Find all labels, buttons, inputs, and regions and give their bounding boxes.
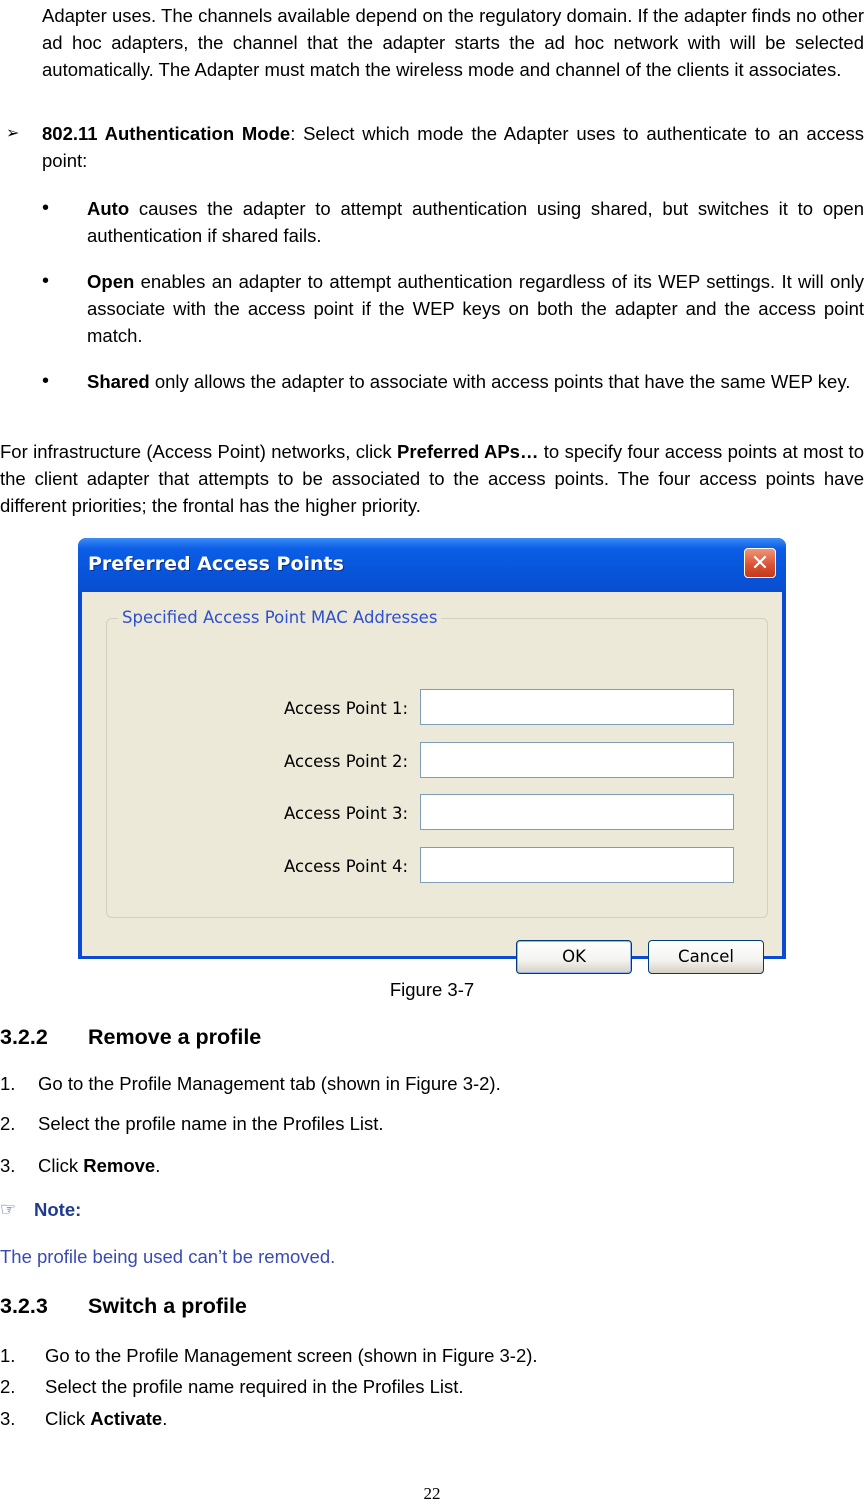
step-end: . (162, 1408, 168, 1429)
step-text: Go to the Profile Management tab (shown in Figure 3-2). (38, 1073, 501, 1094)
bullet-dot-icon: • (42, 370, 50, 392)
option-desc: only allows the adapter to associate with access points that have the same WEP key. (149, 371, 851, 392)
activate-term: Activate (90, 1408, 163, 1429)
step-end: . (155, 1155, 161, 1176)
access-point-4-input[interactable] (420, 847, 734, 883)
option-desc: causes the adapter to attempt authentication using shared, but switches it to open authentication if shared fails. (87, 198, 864, 246)
preferred-access-points-dialog (78, 538, 786, 966)
section-title: Switch a profile (88, 1294, 247, 1318)
option-term: Shared (87, 371, 150, 392)
section-title: Remove a profile (88, 1025, 262, 1049)
access-point-1-input[interactable] (420, 689, 734, 725)
remove-step-1 (0, 1070, 864, 1097)
step-text: Select the profile name required in the Profiles List. (45, 1376, 464, 1397)
step-number: 2. (0, 1113, 16, 1134)
auth-mode-item (6, 120, 864, 174)
bullet-dot-icon: • (42, 197, 50, 219)
switch-step-1 (0, 1342, 864, 1369)
auth-mode-desc: : Select which mode the Adapter uses to authenticate to an access point: (42, 123, 864, 171)
step-number: 1. (0, 1345, 16, 1366)
preferred-aps-term: Preferred APs… (397, 441, 539, 462)
note-label: Note: (34, 1199, 82, 1220)
step-text: Select the profile name in the Profiles List. (38, 1113, 384, 1134)
auth-mode-term: 802.11 Authentication Mode (42, 123, 291, 144)
section-number: 3.2.2 (0, 1025, 48, 1049)
note-text: The profile being used can’t be removed. (0, 1246, 336, 1267)
access-point-4-label: Access Point 4: (284, 857, 408, 876)
dialog-title: Preferred Access Points (88, 553, 344, 575)
ok-button[interactable]: OK (516, 940, 632, 974)
remove-step-3 (0, 1152, 864, 1179)
access-point-3-label: Access Point 3: (284, 804, 408, 823)
option-term: Auto (87, 198, 130, 219)
step-text: Click (38, 1155, 84, 1176)
step-number: 3. (0, 1155, 16, 1176)
group-label: Specified Access Point MAC Addresses (118, 607, 441, 629)
switch-step-3 (0, 1405, 864, 1432)
option-term: Open (87, 271, 135, 292)
step-text: Click (45, 1408, 91, 1429)
note-heading (0, 1196, 300, 1223)
intro-paragraph: Adapter uses. The channels available depend on the regulatory domain. If the adapter finds no other ad hoc adapters, the channel that the adapter starts the ad hoc network with will be selected automatically. The Adapter must match the wireless mode and channel of the clients it associates. (42, 5, 864, 80)
step-number: 1. (0, 1073, 16, 1094)
remove-term: Remove (83, 1155, 156, 1176)
infrastructure-paragraph (0, 438, 864, 519)
access-point-2-input[interactable] (420, 742, 734, 778)
figure-caption: Figure 3-7 (389, 979, 475, 1000)
arrow-bullet-icon: ➢ (6, 125, 20, 142)
pointing-hand-icon: ☞ (0, 1199, 17, 1219)
access-point-1-label: Access Point 1: (284, 699, 408, 718)
close-icon[interactable]: ✕ (744, 548, 776, 578)
section-heading-remove (0, 1023, 864, 1051)
dialog-body (82, 592, 782, 966)
step-number: 3. (0, 1408, 16, 1429)
access-point-3-input[interactable] (420, 794, 734, 830)
dialog-title-bar[interactable] (78, 538, 786, 592)
section-number: 3.2.3 (0, 1294, 48, 1318)
section-heading-switch (0, 1292, 864, 1320)
option-desc: enables an adapter to attempt authentication regardless of its WEP settings. It will only associate with the access point if the WEP keys on both the adapter and the access point match. (87, 271, 864, 346)
step-text: Go to the Profile Management screen (shown in Figure 3-2). (45, 1345, 538, 1366)
page-number: 22 (423, 1484, 441, 1503)
step-number: 2. (0, 1376, 16, 1397)
bullet-dot-icon: • (42, 270, 50, 292)
switch-step-2 (0, 1373, 864, 1400)
cancel-button[interactable]: Cancel (648, 940, 764, 974)
infra-text-after: to specify four access points at most to the client adapter that attempts to be associated to the access points. The four access points have different priorities; the frontal has the higher priority. (0, 441, 864, 516)
auth-mode-text (42, 120, 864, 174)
infra-text-before: For infrastructure (Access Point) networks, click (0, 441, 398, 462)
access-point-2-label: Access Point 2: (284, 752, 408, 771)
remove-step-2 (0, 1110, 864, 1137)
